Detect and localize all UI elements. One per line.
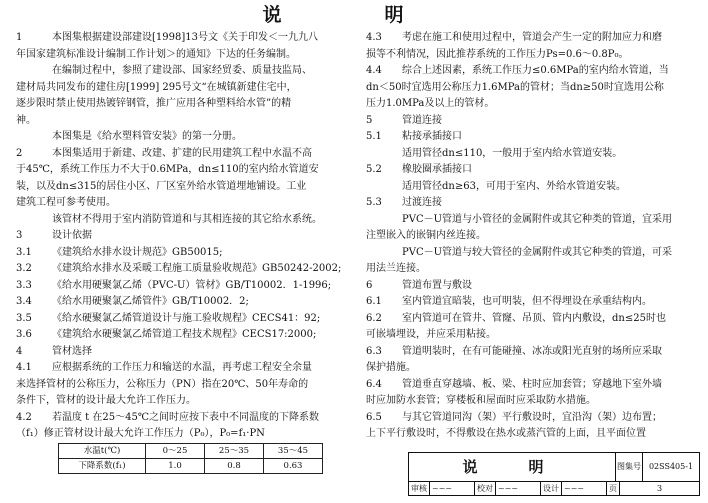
section-number: 5.3: [366, 197, 382, 208]
paragraph-line: 适用管径dn≤110，一般用于室内给水管道安装。: [402, 147, 623, 159]
section-number: 6: [366, 279, 373, 291]
paragraph-line: 年国家建筑标准设计编制工作计划＞的通知》下达的任务编制。: [16, 48, 296, 60]
table-header-cell: 水温t(℃): [59, 443, 146, 458]
section-number: 6.1: [366, 296, 382, 307]
section-heading: 管道连接: [402, 114, 442, 126]
right-column: [366, 30, 702, 443]
paragraph-line: 用法兰连接。: [366, 263, 426, 274]
paragraph-line: 本图集根据建设部建设[1998]13号文《关于印发＜一九九八: [52, 32, 318, 43]
section-number: 3.1: [16, 246, 32, 258]
paragraph-line: PVC－U管道与小管径的金属附件或其它种类的管道，宜采用: [402, 213, 673, 225]
paragraph-line: PVC－U管道与较大管径的金属附件或其它种类的管道，可采: [402, 246, 673, 258]
reference-item: 《给水用硬聚氯乙烯管件》GB/T10002．2;: [52, 296, 249, 307]
table-cell: 0.8: [205, 458, 264, 473]
title-block: [408, 452, 700, 496]
paragraph-line: 压力1.0MPa及以上的管材。: [366, 98, 495, 109]
review-label: 审核: [409, 482, 430, 496]
table-cell: 35～45: [264, 443, 323, 458]
table-cell: 25～35: [205, 443, 264, 458]
designer-signature: ~~~: [562, 482, 607, 496]
title-block-title: 说 明: [409, 453, 616, 481]
reference-item: 《给水硬聚氯乙烯管道设计与施工验收规程》CECS41：92;: [52, 312, 321, 324]
paragraph-line: 条件下，管材的设计最大允许工作压力。: [16, 395, 196, 406]
reviewer-signature: ~~~: [430, 482, 475, 496]
paragraph-line: 在编制过程中，参照了建设部、国家经贸委、质量技监局、: [52, 65, 312, 76]
reference-item: 《建筑给水排水及采暖工程施工质量验收规范》GB50242-2002;: [52, 263, 342, 274]
paragraph-line: 装，以及dn≤315的居住小区、厂区室外给水管道埋地铺设。工业: [16, 180, 307, 192]
section-number: 5.1: [366, 131, 382, 142]
paragraph-line: 保护措施。: [366, 362, 416, 373]
reference-item: 《建筑给水硬聚氯乙烯管道工程技术规程》CECS17:2000;: [52, 329, 317, 340]
paragraph-line: 神。: [16, 114, 36, 126]
section-number: 2: [16, 147, 23, 159]
section-number: 5.2: [366, 164, 382, 175]
table-cell: 0.63: [264, 458, 323, 473]
section-heading: 管道布置与敷设: [402, 279, 472, 291]
paragraph-line: 考虑在施工和使用过程中，管道会产生一定的附加应力和磨: [402, 32, 662, 43]
section-number: 4.1: [16, 362, 32, 373]
section-number: 3.5: [16, 312, 32, 324]
page-number: 3: [656, 483, 663, 493]
table-row: [59, 443, 323, 458]
design-label: 设计: [541, 482, 562, 496]
paragraph-line: 室内管道可在管井、管窿、吊顶、管内内敷设，dn≤25时也: [402, 312, 666, 324]
paragraph-line: 适用管径dn≥63，可用于室内、外给水管道安装。: [402, 180, 626, 192]
temperature-factor-table: [58, 443, 323, 474]
section-number: 5: [366, 114, 373, 126]
section-number: 6.2: [366, 312, 382, 324]
paragraph-line: 管道垂直穿越墙、板、梁、柱时应加套管；穿越地下室外墙: [402, 378, 662, 390]
section-number: 6.3: [366, 345, 382, 357]
paragraph-line: 综合上述因素，系统工作压力≤0.6MPa的室内给水管道，当: [402, 65, 669, 76]
table-cell: 0～25: [146, 443, 205, 458]
paragraph-line: 该管材不得用于室内消防管道和与其相连接的其它给水系统。: [52, 213, 322, 225]
reference-item: 《给水用硬聚氯乙烯（PVC-U）管材》GB/T10002．1-1996;: [52, 279, 332, 291]
paragraph-line: dn＜50时宜选用公称压力1.6MPa的管材；当dn≥50时宜选用公称: [366, 81, 664, 93]
paragraph-line: （f₁）修正管材设计最大允许工作压力（P₀），P₀=f₁·PN: [16, 428, 265, 439]
table-header-cell: 下降系数(f₁): [59, 458, 146, 473]
table-row: [59, 458, 323, 473]
section-number: 4: [16, 345, 23, 357]
paragraph-line: 于45℃，系统工作压力不大于0.6MPa，dn≤110的室内给水管道安: [16, 164, 319, 175]
paragraph-line: 建材局共同发布的建住房[1999] 295号文“在城镇新建住宅中，: [16, 81, 297, 93]
paragraph-line: 上下平行敷设时，不得敷设在热水或蒸汽管的上面，且平面位置: [366, 428, 646, 439]
section-heading: 粘接承插接口: [402, 131, 462, 142]
paragraph-line: 逐步限时禁止使用热镀锌钢管，推广应用各种塑料给水管”的精: [16, 98, 292, 109]
paragraph-line: 损等不利情况，因此推荐系统的工作压力Ps=0.6～0.8P₀。: [366, 48, 629, 60]
paragraph-line: 与其它管道同沟（架）平行敷设时，宜沿沟（架）边布置；: [402, 411, 662, 423]
section-number: 6.4: [366, 378, 382, 390]
section-number: 3.6: [16, 329, 32, 340]
page-label: 页: [607, 482, 620, 496]
page-title: 说 明: [262, 4, 446, 26]
section-heading: 设计依据: [52, 230, 92, 241]
section-number: 3.2: [16, 263, 32, 274]
left-column: [16, 30, 354, 474]
section-number: 1: [16, 32, 23, 43]
paragraph-line: 本图集适用于新建、改建、扩建的民用建筑工程中水温不高: [52, 147, 312, 159]
section-number: 3.3: [16, 279, 32, 291]
section-number: 4.4: [366, 65, 382, 76]
section-heading: 过渡连接: [402, 197, 442, 208]
checker-signature: ~~~: [496, 482, 541, 496]
paragraph-line: 室内管道宜暗装，也可明装，但不得埋设在承重结构内。: [402, 296, 652, 307]
paragraph-line: 应根据系统的工作压力和输送的水温，再考虑工程安全余量: [52, 362, 312, 373]
paragraph-line: 建筑工程可参考使用。: [16, 197, 116, 208]
paragraph-line: 时应加防水套管；穿楼板和屋面时应采取防水措施。: [366, 395, 596, 406]
section-number: 3: [16, 230, 23, 241]
paragraph-line: 本图集是《给水塑料管安装》的第一分册。: [52, 131, 242, 142]
atlas-number: 02SS405-1: [648, 461, 694, 471]
paragraph-line: 若温度 t 在25～45℃之间时应按下表中不同温度的下降系数: [52, 411, 320, 423]
table-cell: 1.0: [146, 458, 205, 473]
paragraph-line: 可嵌墙埋设，并应采用粘接。: [366, 329, 496, 340]
check-label: 校对: [475, 482, 496, 496]
paragraph-line: 注塑嵌入的嵌铜内丝连接。: [366, 230, 486, 241]
paragraph-line: 来选择管材的公称压力，公称压力（PN）指在20℃、50年寿命的: [16, 378, 309, 390]
section-heading: 管材选择: [52, 345, 92, 357]
reference-item: 《建筑给水排水设计规范》GB50015;: [52, 246, 223, 258]
atlas-number-label: 图集号: [616, 453, 643, 481]
section-number: 4.3: [366, 32, 382, 43]
section-heading: 橡胶圈承插接口: [402, 164, 472, 175]
paragraph-line: 管道明装时，在有可能碰撞、冰冻或阳光直射的场所应采取: [402, 345, 662, 357]
section-number: 3.4: [16, 296, 32, 307]
section-number: 6.5: [366, 411, 382, 423]
section-number: 4.2: [16, 411, 32, 423]
